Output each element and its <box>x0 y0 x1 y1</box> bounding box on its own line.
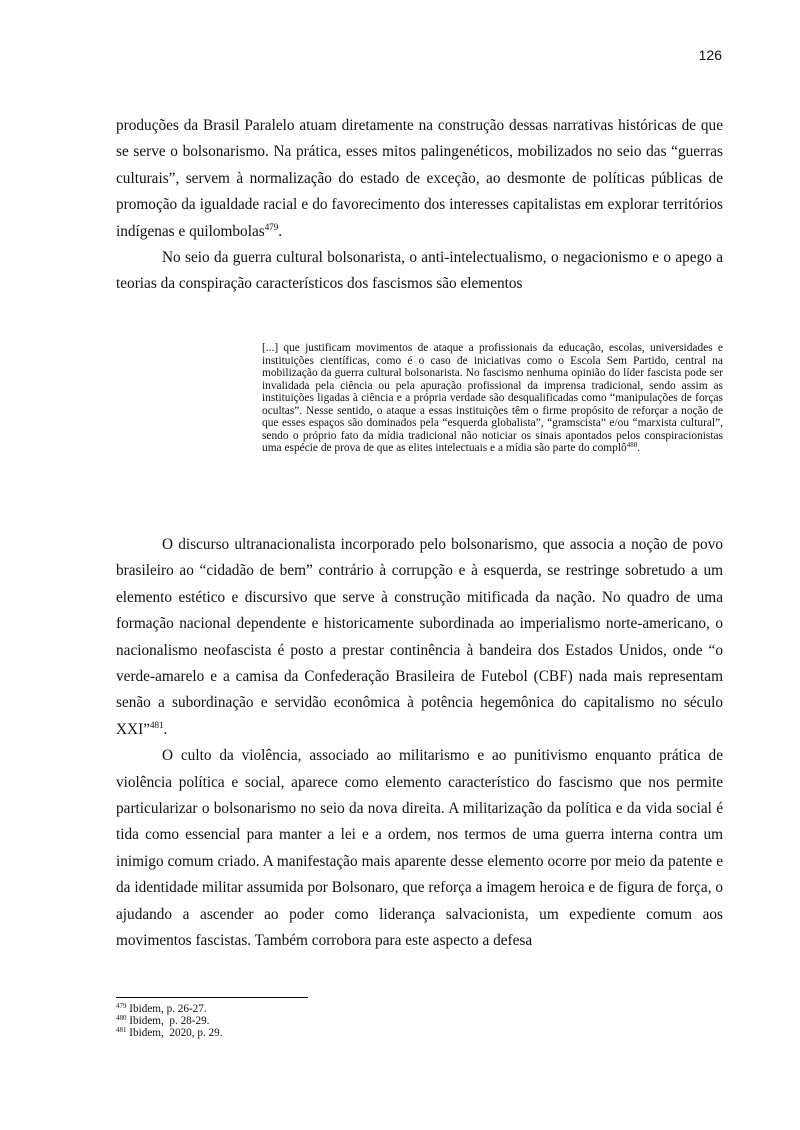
footnote-ref-481: 481 <box>149 719 164 730</box>
footnote-481: $^{481}$ Ibidem, 2020, p. 29. <box>116 1026 223 1040</box>
paragraph-2: No seio da guerra cultural bolsonarista, o anti-intelectualismo, o negacionismo e o apego a teorias da conspiração característicos dos fascismos são elementos <box>116 249 723 293</box>
footnote-ref-479: 479 <box>264 221 279 232</box>
footnote-ref-480: 480 <box>626 441 638 449</box>
footnote-479: $^{479}$ Ibidem, p. 26-27. <box>116 1002 207 1015</box>
footnote-separator <box>116 997 308 998</box>
body-text-bottom <box>116 532 723 955</box>
block-quote: [...] que justificam movimentos de ataque a profissionais da educação, escolas, universidades e instituições científicas, como é o caso de iniciativas como o Escola Sem Partido, central na mobilização da guerra cultural bolsonarista. No fascismo nenhuma opinião do líder fascista pode ser invalidada pela ciência ou pela apuração profissional da imprensa tradicional, sendo assim as instituições ligadas à ciência e a própria verdade são desqualificadas como “manipulações de forças ocultas”. Nesse sentido, o ataque a essas instituições têm o firme propósito de reforçar a noção de que esses espaços são dominados pela “esquerda globalista”, “gramscista” e/ou “marxista cultural”, sendo o próprio fato da mídia tradicional não noticiar os sinais apontados pelos conspiracionistas uma espécie de prova de que as elites intelectuais e a mídia são parte do complô$^{480}$. <box>262 342 723 454</box>
paragraph-1: produções da Brasil Paralelo atuam diretamente na construção dessas narrativas históricas de que se serve o bolsonarismo. Na prática, esses mitos palingenéticos, mobilizados no seio das “guerras culturais”, servem à normalização do estado de exceção, ao desmonte de políticas públicas de promoção da igualdade racial e do favorecimento dos interesses capitalistas em explorar territórios indígenas e quilombolas$^{479}$. <box>116 117 723 240</box>
paragraph-4: O culto da violência, associado ao militarismo e ao punitivismo enquanto prática de violência política e social, aparece como elemento característico do fascismo que nos permite particularizar o bolsonarismo no seio da nova direita. A militarização da política e da vida social é tida como essencial para manter a lei e a ordem, nos termos de uma guerra interna contra um inimigo comum criado. A manifestação mais aparente desse elemento ocorre por meio da patente e da identidade militar assumida por Bolsonaro, que reforça a imagem heroica e de figura de força, o ajudando a ascender ao poder como liderança salvacionista, um expediente comum aos movimentos fascistas. Também corrobora para este aspecto a defesa <box>116 747 723 950</box>
footnotes <box>116 1003 223 1040</box>
paragraph-3: O discurso ultranacionalista incorporado pelo bolsonarismo, que associa a noção de povo brasileiro ao “cidadão de bem” contrário à corrupção e à esquerda, se restringe sobretudo a um elemento estético e discursivo que serve à construção mitificada da nação. No quadro de uma formação nacional dependente e historicamente subordinada ao imperialismo norte-americano, o nacionalismo neofascista é posto a prestar continência à bandeira dos Estados Unidos, onde “o verde-amarelo e a camisa da Confederação Brasileira de Futebol (CBF) nada mais representam senão a subordinação e servidão econômica à potência hegemônica do capitalismo no século XXI”$^{481}$. <box>116 536 723 738</box>
body-text-top <box>116 113 723 298</box>
footnote-480: $^{480}$ Ibidem, p. 28-29. <box>116 1014 210 1028</box>
page-number: 126 <box>698 47 722 63</box>
